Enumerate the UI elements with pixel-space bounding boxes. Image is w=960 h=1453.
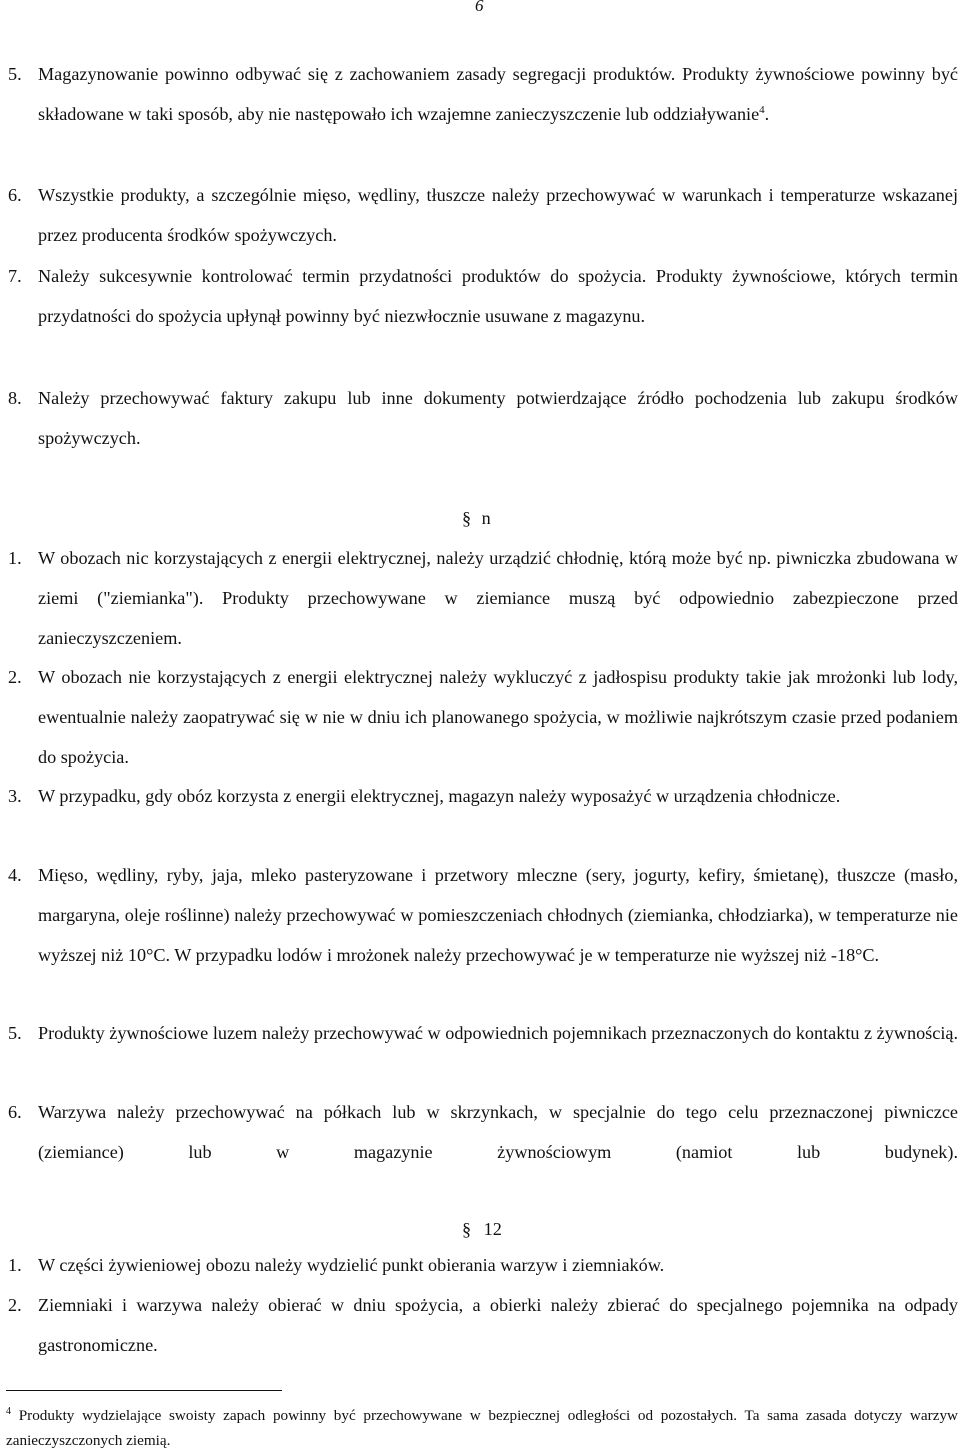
item-number: 5.: [8, 1023, 22, 1043]
footnote-marker: 4: [6, 1405, 11, 1417]
item-number: 2.: [8, 667, 22, 687]
footnote-divider: [6, 1390, 282, 1391]
list-item: [8, 54, 958, 134]
list-item: [8, 538, 958, 658]
item-number: 3.: [8, 786, 22, 806]
page-number: 6: [475, 0, 484, 15]
list-item: [8, 1013, 958, 1053]
item-text: Wszystkie produkty, a szczególnie mięso, wędliny, tłuszcze należy przechowywać w warunkach i temperaturze wskazanej przez producenta środków spożywczych.: [38, 185, 958, 245]
item-text: W obozach nie korzystających z energii elektrycznej należy wykluczyć z jadłospisu produkty takie jak mrożonki lub lody, ewentualnie należy zaopatrywać się w nie w dniu ich planowanego spożycia, w możliwie najkrótszym czasie przed podaniem do spożycia.: [38, 667, 958, 767]
list-item: [8, 776, 958, 816]
item-text: W obozach nic korzystających z energii elektrycznej, należy urządzić chłodnię, którą może być np. piwniczka zbudowana w ziemi ("ziemianka"). Produkty przechowywane w ziemiance muszą być odpowiednio zabezpieczone przed zanieczyszczeniem.: [38, 548, 958, 648]
section-symbol: §: [462, 1219, 472, 1239]
list-item: [8, 256, 958, 336]
list-item: [8, 175, 958, 255]
item-text: Ziemniaki i warzywa należy obierać w dniu spożycia, a obierki należy zbierać do specjalnego pojemnika na odpady gastronomiczne.: [38, 1295, 958, 1355]
list-item: [8, 657, 958, 777]
item-number: 6.: [8, 1102, 22, 1122]
item-text: Mięso, wędliny, ryby, jaja, mleko pasteryzowane i przetwory mleczne (sery, jogurty, kefiry, śmietanę), tłuszcze (masło, margaryna, oleje roślinne) należy przechowywać w pomieszczeniach chłodnych (ziemianka, chłodziarka), w temperaturze nie wyższej niż 10°C. W przypadku lodów i mrożonek należy przechowywać je w temperaturze nie wyższej niż -18°C.: [38, 865, 958, 965]
list-item: [8, 1285, 958, 1365]
item-number: 1.: [8, 1255, 22, 1275]
item-number: 7.: [8, 266, 22, 286]
item-text: Należy sukcesywnie kontrolować termin przydatności produktów do spożycia. Produkty żywnościowe, których termin przydatności do spożycia upłynął powinny być niezwłocznie usuwane z magazynu.: [38, 266, 958, 326]
item-text: Warzywa należy przechowywać na półkach lub w skrzynkach, w specjalnie do tego celu przeznaczonej piwniczce (ziemiance) lub w magazynie żywnościowym (namiot lub budynek).: [38, 1102, 958, 1162]
item-number: 2.: [8, 1295, 22, 1315]
item-number: 5.: [8, 64, 22, 84]
item-text: Należy przechowywać faktury zakupu lub inne dokumenty potwierdzające źródło pochodzenia lub zakupu środków spożywczych.: [38, 388, 958, 448]
item-number: 8.: [8, 388, 22, 408]
footnote-ref: 4: [759, 103, 765, 116]
section-heading: [462, 506, 491, 530]
item-text: Produkty żywnościowe luzem należy przechowywać w odpowiednich pojemnikach przeznaczonych do kontaktu z żywnością.: [38, 1023, 958, 1043]
section-heading: [462, 1217, 502, 1241]
footnote-text: Produkty wydzielające swoisty zapach powinny być przechowywane w bezpiecznej odległości od pozostałych. Ta sama zasada dotyczy warzyw zanieczyszczonych ziemią.: [6, 1407, 959, 1449]
item-text: Magazynowanie powinno odbywać się z zachowaniem zasady segregacji produktów. Produkty żywnościowe powinny być składowane w taki sposób, aby nie następowało ich wzajemne zanieczyszczenie lub oddziaływanie$^4$.: [38, 64, 958, 124]
section-label: 12: [483, 1219, 502, 1239]
footnote: [6, 1403, 958, 1453]
section-symbol: §: [462, 508, 472, 528]
item-text: W części żywieniowej obozu należy wydzielić punkt obierania warzyw i ziemniaków.: [38, 1255, 665, 1275]
section-label: n: [481, 508, 491, 528]
list-item: [8, 855, 958, 975]
list-item: [8, 1245, 958, 1285]
item-text: W przypadku, gdy obóz korzysta z energii elektrycznej, magazyn należy wyposażyć w urządzenia chłodnicze.: [38, 786, 841, 806]
item-number: 6.: [8, 185, 22, 205]
item-number: 4.: [8, 865, 22, 885]
item-number: 1.: [8, 548, 22, 568]
list-item: [8, 378, 958, 458]
list-item: [8, 1092, 958, 1172]
